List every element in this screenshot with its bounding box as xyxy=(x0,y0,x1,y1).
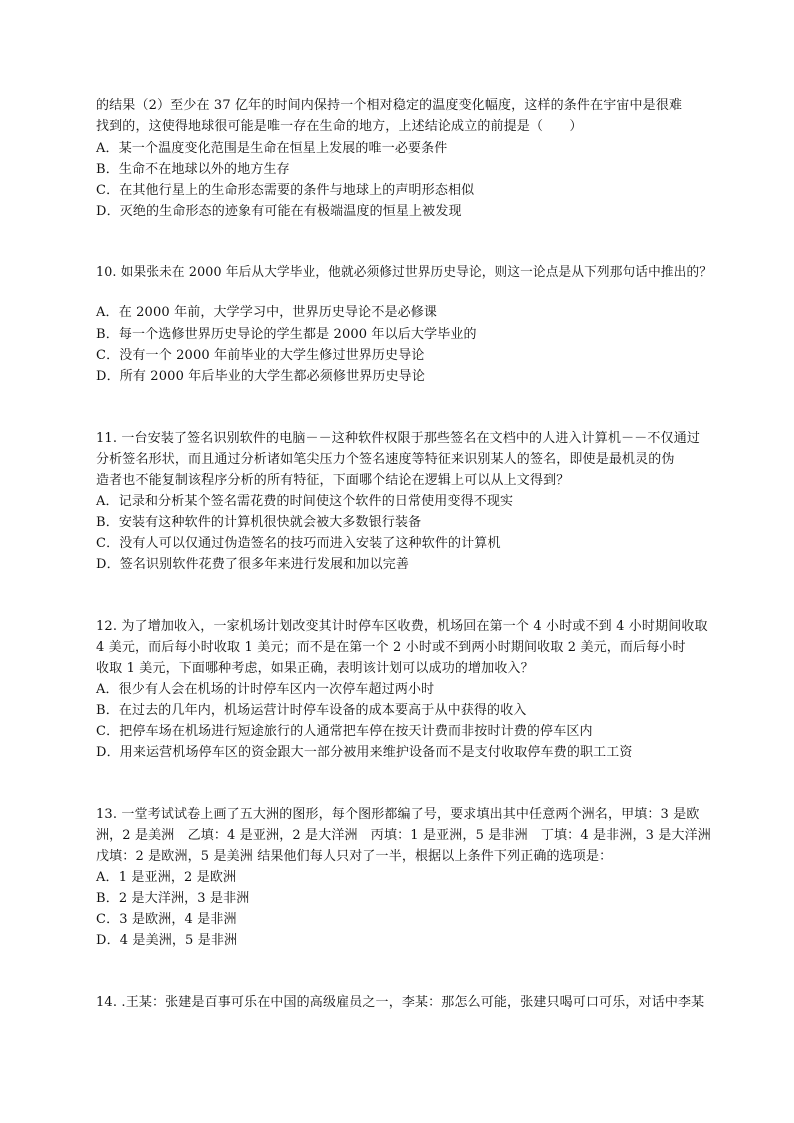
q14-text-line-1: 14. .王某：张建是百事可乐在中国的高级雇员之一，李某：那怎么可能，张建只喝可口可乐，对话中李某 xyxy=(96,995,705,1010)
q13-text-line-3: 戊填：2 是欧洲，5 是美洲 结果他们每人只对了一半，根据以上条件下列正确的选项是： xyxy=(96,849,613,864)
q9-option-d: D．灭绝的生命形态的迹象有可能在有极端温度的恒星上被发现 xyxy=(96,204,462,219)
q11-option-b: B．安装有这种软件的计算机很快就会被大多数银行装备 xyxy=(96,515,422,530)
q10-option-d: D．所有 2000 年后毕业的大学生都必须修世界历史导论 xyxy=(96,369,425,384)
q13-text-line-1: 13. 一堂考试试卷上画了五大洲的图形，每个图形都编了号，要求填出其中任意两个洲名，甲填：3 是欧 xyxy=(96,807,700,822)
q9-option-b: B．生命不在地球以外的地方生存 xyxy=(96,162,290,177)
q12-option-a: A．很少有人会在机场的计时停车区内一次停车超过两小时 xyxy=(96,682,435,697)
q11-option-a: A．记录和分析某个签名需花费的时间使这个软件的日常使用变得不现实 xyxy=(96,494,514,509)
q10-option-a: A．在 2000 年前，大学学习中，世界历史导论不是必修课 xyxy=(96,305,438,320)
q10-text-line-1: 10. 如果张未在 2000 年后从大学毕业，他就必须修过世界历史导论，则这一论点是从下列那句话中推出的？ xyxy=(96,265,713,280)
q13-option-c: C．3 是欧洲，4 是非洲 xyxy=(96,912,237,927)
q10-option-b: B．每一个选修世界历史导论的学生都是 2000 年以后大学毕业的 xyxy=(96,327,477,342)
q11-text-line-2: 分析签名形状，而且通过分析诸如笔尖压力个签名速度等特征来识别某人的签名，即使是最机灵的伪 xyxy=(96,452,675,467)
q13-option-d: D．4 是美洲，5 是非洲 xyxy=(96,933,238,948)
q10-option-c: C．没有一个 2000 年前毕业的大学生修过世界历史导论 xyxy=(96,348,425,363)
q9-text-line-1: 的结果（2）至少在 37 亿年的时间内保持一个相对稳定的温度变化幅度，这样的条件在宇宙中是很难 xyxy=(96,98,683,113)
q11-text-line-3: 造者也不能复制该程序分析的所有特征，下面哪个结论在逻辑上可以从上文得到？ xyxy=(96,473,570,488)
q11-option-c: C．没有人可以仅通过伪造签名的技巧而进入安装了这种软件的计算机 xyxy=(96,536,501,551)
q13-option-a: A．1 是亚洲，2 是欧洲 xyxy=(96,870,237,885)
q12-text-line-1: 12. 为了增加收入，一家机场计划改变其计时停车区收费，机场回在第一个 4 小时或不到 4 小时期间收取 xyxy=(96,619,708,634)
q9-text-line-2: 找到的，这使得地球很可能是唯一存在生命的地方，上述结论成立的前提是（ ） xyxy=(96,119,583,134)
q12-option-c: C．把停车场在机场进行短途旅行的人通常把车停在按天计费而非按时计费的停车区内 xyxy=(96,724,593,739)
q12-text-line-2: 4 美元，而后每小时收取 1 美元；而不是在第一个 2 小时或不到两小时期间收取 2 美元，而后每小时 xyxy=(96,640,686,655)
q11-option-d: D．签名识别软件花费了很多年来进行发展和加以完善 xyxy=(96,557,410,572)
q12-text-line-3: 收取 1 美元，下面哪种考虑，如果正确，表明该计划可以成功的增加收入？ xyxy=(96,661,534,676)
q9-option-a: A．某一个温度变化范围是生命在恒星上发展的唯一必要条件 xyxy=(96,141,448,156)
q12-option-b: B．在过去的几年内，机场运营计时停车设备的成本要高于从中获得的收入 xyxy=(96,703,527,718)
q9-option-c: C．在其他行星上的生命形态需要的条件与地球上的声明形态相似 xyxy=(96,183,475,198)
q11-text-line-1: 11. 一台安装了签名识别软件的电脑－－这种软件权限于那些签名在文档中的人进入计算机－－不仅通过 xyxy=(96,431,701,446)
q13-text-line-2: 洲，2 是美洲 乙填：4 是亚洲，2 是大洋洲 丙填：1 是亚洲，5 是非洲 丁填：4 是非洲，3 是大洋洲 xyxy=(96,828,711,843)
q13-option-b: B．2 是大洋洲，3 是非洲 xyxy=(96,891,250,906)
q12-option-d: D．用来运营机场停车区的资金跟大一部分被用来维护设备而不是支付收取停车费的职工工资 xyxy=(96,745,633,760)
